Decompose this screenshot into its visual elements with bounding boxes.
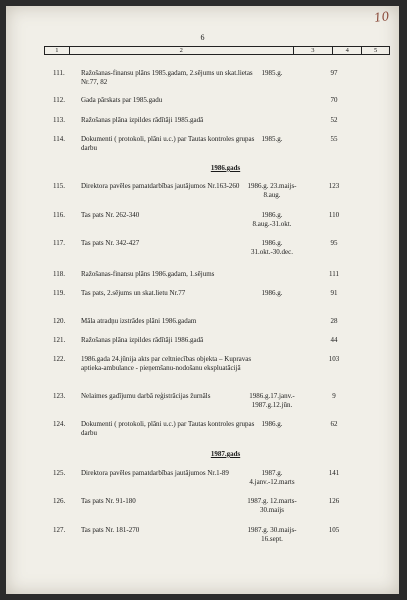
page-number: 6 xyxy=(200,33,205,42)
column-header-5: 5 xyxy=(361,47,389,54)
entry-date: 1985.g. xyxy=(261,135,283,143)
column-header-2: 2 xyxy=(69,47,293,54)
entry-description: 1986.gada 24.jūnija akts par celtniecības objekta – Kupravas aptieka-ambulance - pieņemšanu-nodošanu ekspluatācijā xyxy=(81,355,252,372)
entry-description: Direktora pavēles pamatdarbības jautājumos Nr.163-260 xyxy=(81,182,240,190)
entry-date: 1986.g. 23.maijs-8.aug. xyxy=(247,182,297,199)
entry-description: Nelaimes gadījumu darbā reģistrācijas žurnāls xyxy=(81,392,211,400)
entry-page-count: 105 xyxy=(328,526,340,534)
entry-description: Ražošanas-finansu plāns 1986.gadam, 1.sējums xyxy=(81,270,215,278)
entry-page-count: 111 xyxy=(329,270,339,278)
entry-page-count: 62 xyxy=(330,420,338,428)
entry-date: 1986.g. 8.aug.-31.okt. xyxy=(252,211,292,228)
section-heading xyxy=(6,450,399,458)
entry-description: Direktora pavēles pamatdarbības jautājumos Nr.1-89 xyxy=(81,469,229,477)
entry-description: Tas pats, 2.sējums un skat.lietu Nr.77 xyxy=(81,289,186,297)
entry-page-count: 28 xyxy=(330,317,338,325)
entry-description: Dokumenti ( protokoli, plāni u.c.) par Tautas kontroles grupas darbu xyxy=(81,135,255,152)
entry-number: 123. xyxy=(53,392,66,400)
entry-date: 1987.g. 30.maijs-16.sept. xyxy=(247,526,297,543)
entry-number: 114. xyxy=(53,135,65,143)
entry-number: 113. xyxy=(53,116,65,124)
entry-date: 1986.g.17.janv.- 1987.g.12.jūn. xyxy=(249,392,295,409)
entry-description: Tas pats Nr. 342-427 xyxy=(81,239,140,247)
entry-date: 1987.g. 12.marts-30.maijs xyxy=(247,497,297,514)
section-heading xyxy=(6,164,399,172)
entry-number: 117. xyxy=(53,239,65,247)
entry-page-count: 91 xyxy=(330,289,338,297)
entry-page-count: 97 xyxy=(330,69,338,77)
entry-description: Tas pats Nr. 91-180 xyxy=(81,497,136,505)
entry-page-count: 126 xyxy=(328,497,340,505)
entry-number: 126. xyxy=(53,497,66,505)
entry-date: 1987.g. 4.janv.-12.marts xyxy=(249,469,295,486)
entry-description: Dokumenti ( protokoli, plāni u.c.) par Tautas kontroles grupas darbu xyxy=(81,420,255,437)
entry-page-count: 103 xyxy=(328,355,340,363)
handwritten-sheet-number: 10 xyxy=(372,9,390,25)
entry-number: 119. xyxy=(53,289,65,297)
entry-page-count: 95 xyxy=(330,239,338,247)
entry-number: 115. xyxy=(53,182,65,190)
column-header-4: 4 xyxy=(332,47,361,54)
entry-page-count: 70 xyxy=(330,96,338,104)
entry-date: 1986.g. 31.okt.-30.dec. xyxy=(251,239,293,256)
entry-description: Ražošanas-finansu plāns 1985.gadam, 2.sējums un skat.lietas Nr.77, 82 xyxy=(81,69,253,86)
entry-number: 116. xyxy=(53,211,65,219)
column-header-row xyxy=(44,46,390,55)
entry-page-count: 141 xyxy=(328,469,340,477)
entry-date: 1985.g. xyxy=(261,69,283,77)
entry-page-count: 44 xyxy=(330,336,338,344)
column-header-1: 1 xyxy=(55,47,59,54)
entry-page-count: 123 xyxy=(328,182,340,190)
entry-page-count: 110 xyxy=(328,211,340,219)
entry-page-count: 55 xyxy=(330,135,338,143)
entry-description: Māla atradņu izstrādes plāni 1986.gadam xyxy=(81,317,197,325)
entry-date: 1986.g. xyxy=(261,289,283,297)
entry-date: 1986.g. xyxy=(261,420,283,428)
entry-description: Tas pats Nr. 262-340 xyxy=(81,211,140,219)
entry-number: 125. xyxy=(53,469,66,477)
entry-number: 127. xyxy=(53,526,66,534)
entry-number: 111. xyxy=(53,69,65,77)
entry-description: Ražošanas plāna izpildes rādītāji 1986.gadā xyxy=(81,336,204,344)
entry-description: Tas pats Nr. 181-270 xyxy=(81,526,140,534)
entry-description: Gada pārskats par 1985.gadu xyxy=(81,96,163,104)
entry-description: Ražošanas plāna izpildes rādītāji 1985.gadā xyxy=(81,116,204,124)
entry-page-count: 9 xyxy=(332,392,336,400)
column-header-3: 3 xyxy=(293,47,333,54)
entry-number: 122. xyxy=(53,355,66,363)
entry-number: 120. xyxy=(53,317,66,325)
section-title: 1986.gads xyxy=(210,164,241,172)
entry-number: 112. xyxy=(53,96,65,104)
entry-page-count: 52 xyxy=(330,116,338,124)
section-title: 1987.gads xyxy=(210,450,241,458)
entry-number: 121. xyxy=(53,336,66,344)
entry-number: 124. xyxy=(53,420,66,428)
archive-page xyxy=(6,6,399,594)
entry-number: 118. xyxy=(53,270,65,278)
